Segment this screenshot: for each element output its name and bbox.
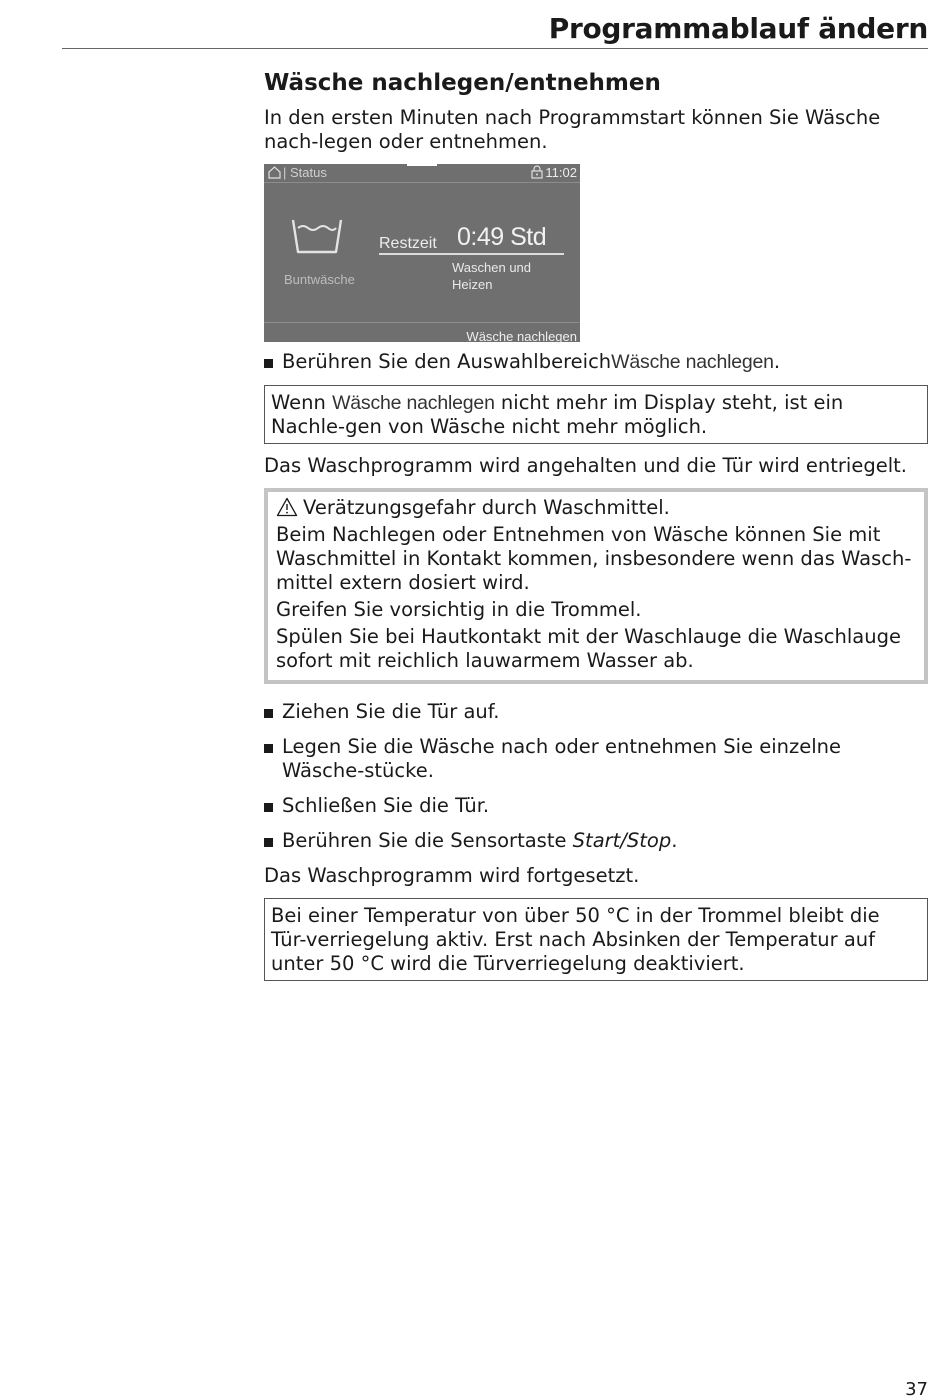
- display-remaining-label: Restzeit: [379, 235, 437, 252]
- step-close-door: Schließen Sie die Tür.: [264, 794, 928, 818]
- warning-title: Verätzungsgefahr durch Waschmittel.: [303, 496, 670, 519]
- page-header: [62, 8, 928, 49]
- step-open-door: Ziehen Sie die Tür auf.: [264, 700, 928, 724]
- step-touch-add-laundry: [264, 350, 928, 374]
- display-program-name: Buntwäsche: [284, 272, 355, 287]
- warning-triangle-icon: [276, 497, 298, 517]
- page-number: 37: [905, 1379, 928, 1400]
- note-text-pre: Wenn: [271, 391, 333, 414]
- warning-paragraph: Beim Nachlegen oder Entnehmen von Wäsche können Sie mit Waschmittel in Kontakt kommen, insbesondere wenn das Wasch-mittel extern dosiert wird.: [276, 523, 912, 594]
- section-title: Wäsche nachlegen/entnehmen: [264, 70, 661, 96]
- intro-text: In den ersten Minuten nach Programmstart können Sie Wäsche nach-legen oder entnehmen.: [264, 106, 881, 153]
- display-phase-line-1: Waschen und: [452, 260, 532, 275]
- page-title: Programmablauf ändern: [548, 12, 928, 45]
- note-box-temperature: Bei einer Temperatur von über 50 °C in der Trommel bleibt die Tür-verriegelung aktiv. Erst nach Absinken der Temperatur auf unter 50 °C wird die Türverriegelung deaktiviert.: [264, 898, 928, 981]
- lock-icon: [531, 165, 543, 179]
- display-phase: [452, 259, 531, 293]
- ui-term: Wäsche nachlegen: [611, 351, 774, 373]
- display-screenshot: [264, 164, 580, 342]
- step-touch-start-stop: [264, 829, 928, 853]
- main-content: [264, 68, 928, 991]
- sensor-key-name: Start/Stop: [572, 829, 672, 852]
- note-box-display: [264, 385, 928, 444]
- display-add-laundry-button[interactable]: Wäsche nachlegen: [466, 329, 577, 344]
- result-text: Das Waschprogramm wird angehalten und die Tür wird entriegelt.: [264, 454, 907, 477]
- result-text: Das Waschprogramm wird fortgesetzt.: [264, 864, 640, 887]
- warning-paragraph: Greifen Sie vorsichtig in die Trommel.: [276, 598, 642, 621]
- step-end: .: [773, 350, 781, 373]
- display-remaining-time: 0:49 Std: [457, 223, 547, 251]
- note-text-post: nicht mehr im Display steht, ist ein Nachle-gen von Wäsche nicht mehr möglich.: [271, 391, 844, 438]
- home-icon: [268, 166, 281, 179]
- step-end: .: [671, 829, 678, 852]
- display-status-label: | Status: [283, 165, 327, 180]
- display-clock: 11:02: [545, 165, 577, 180]
- display-divider: [379, 253, 564, 255]
- warning-paragraph: Spülen Sie bei Hautkontakt mit der Waschlauge die Waschlauge sofort mit reichlich lauwarmem Wasser ab.: [276, 625, 901, 672]
- step-add-laundry: Legen Sie die Wäsche nach oder entnehmen Sie einzelne Wäsche-stücke.: [264, 735, 928, 783]
- ui-term: Wäsche nachlegen: [332, 392, 495, 414]
- wash-tub-icon: [290, 216, 344, 256]
- warning-box: [264, 488, 928, 684]
- display-phase-line-2: Heizen: [452, 277, 493, 292]
- step-text: Berühren Sie den Auswahlbereich: [282, 350, 612, 373]
- display-bottom-divider: [264, 322, 580, 323]
- step-text: Berühren Sie die Sensortaste: [282, 829, 573, 852]
